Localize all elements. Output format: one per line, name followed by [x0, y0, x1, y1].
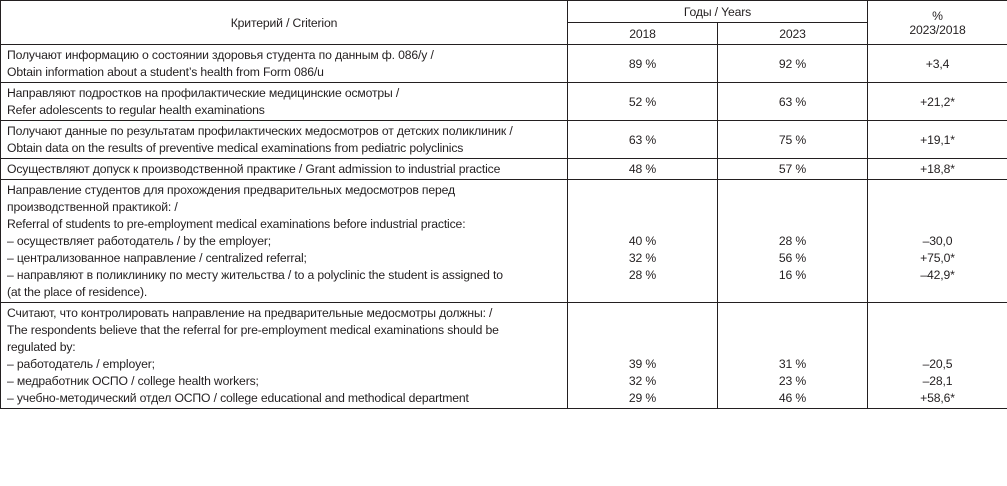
- table-row: [1, 121, 1007, 159]
- header-percent-symbol: %: [932, 8, 943, 23]
- value-2018: 52 %: [568, 83, 718, 121]
- value-2023: 31 %: [778, 357, 807, 371]
- table-row-responsibility: [1, 303, 1007, 409]
- list-item: – медработник ОСПО / college health workers;: [7, 374, 259, 388]
- value-2023: 92 %: [718, 45, 868, 83]
- value-2018: 89 %: [568, 45, 718, 83]
- value-2023: 57 %: [718, 159, 868, 180]
- value-2023: 23 %: [778, 374, 807, 388]
- header-percent: [868, 1, 1007, 45]
- criterion-cell: [1, 121, 568, 159]
- value-2023-column: [718, 180, 868, 303]
- value-percent: +21,2*: [868, 83, 1007, 121]
- value-2023-column: [718, 303, 868, 409]
- value-2018: 39 %: [628, 357, 657, 371]
- value-2018: 29 %: [628, 391, 657, 405]
- criterion-cell: [1, 159, 568, 180]
- criterion-text: Refer adolescents to regular health examinations: [7, 103, 265, 117]
- criterion-cell: [1, 45, 568, 83]
- table-row: [1, 83, 1007, 121]
- list-item: – осуществляет работодатель / by the employer;: [7, 234, 271, 248]
- value-2018: 28 %: [628, 268, 657, 282]
- value-percent: –30,0: [922, 234, 953, 248]
- value-2023: 28 %: [778, 234, 807, 248]
- criterion-text: Считают, что контролировать направление на предварительные медосмотры должны: /: [7, 306, 493, 320]
- list-item: – направляют в поликлинику по месту жительства / to a polyclinic the student is assigned to: [7, 268, 503, 282]
- criterion-text: Obtain information about a student’s health from Form 086/u: [7, 65, 324, 79]
- value-percent: –20,5: [922, 357, 953, 371]
- header-year-2018: 2018: [568, 23, 718, 45]
- criterion-text: The respondents believe that the referral for pre-employment medical examinations should be: [7, 323, 499, 337]
- value-percent: +3,4: [868, 45, 1007, 83]
- value-2023: 16 %: [778, 268, 807, 282]
- header-percent-ratio: 2023/2018: [909, 22, 966, 37]
- header-criterion: Критерий / Criterion: [1, 1, 568, 45]
- header-years: Годы / Years: [568, 1, 868, 23]
- table-row: [1, 45, 1007, 83]
- value-percent: +58,6*: [920, 391, 955, 405]
- value-2023: 75 %: [718, 121, 868, 159]
- criterion-text: Получают данные по результатам профилактических медосмотров от детских поликлиник /: [7, 124, 513, 138]
- list-item: – централизованное направление / centralized referral;: [7, 251, 307, 265]
- criterion-text: Осуществляют допуск к производственной практике / Grant admission to industrial practice: [7, 162, 501, 176]
- value-percent-column: [868, 303, 1007, 409]
- criterion-text: Получают информацию о состоянии здоровья студента по данным ф. 086/у /: [7, 48, 434, 62]
- value-2018: 63 %: [568, 121, 718, 159]
- criterion-cell: [1, 83, 568, 121]
- value-2023: 63 %: [718, 83, 868, 121]
- value-2023: 56 %: [778, 251, 807, 265]
- criterion-text: Referral of students to pre-employment medical examinations before industrial practice:: [7, 217, 466, 231]
- criterion-cell: [1, 303, 568, 409]
- value-2018-column: [568, 303, 718, 409]
- header-row: [1, 1, 1007, 23]
- value-percent: +18,8*: [868, 159, 1007, 180]
- value-2018: 32 %: [628, 251, 657, 265]
- list-item: – учебно-методический отдел ОСПО / college educational and methodical department: [7, 391, 469, 405]
- value-2018: 40 %: [628, 234, 657, 248]
- list-item-continuation: (at the place of residence).: [7, 285, 148, 299]
- value-percent: –28,1: [922, 374, 953, 388]
- value-2018-column: [568, 180, 718, 303]
- list-item: – работодатель / employer;: [7, 357, 155, 371]
- table-row-referral: [1, 180, 1007, 303]
- value-percent: +19,1*: [868, 121, 1007, 159]
- value-2018: 32 %: [628, 374, 657, 388]
- value-percent: –42,9*: [920, 268, 955, 282]
- value-percent-column: [868, 180, 1007, 303]
- value-2023: 46 %: [778, 391, 807, 405]
- criterion-cell: [1, 180, 568, 303]
- criterion-text: Obtain data on the results of preventive medical examinations from pediatric polyclinics: [7, 141, 464, 155]
- criterion-text: Направляют подростков на профилактические медицинские осмотры /: [7, 86, 400, 100]
- criterion-text: производственной практикой: /: [7, 200, 178, 214]
- value-2018: 48 %: [568, 159, 718, 180]
- table-row: [1, 159, 1007, 180]
- criterion-text: regulated by:: [7, 340, 76, 354]
- value-percent: +75,0*: [920, 251, 955, 265]
- header-year-2023: 2023: [718, 23, 868, 45]
- criterion-text: Направление студентов для прохождения предварительных медосмотров перед: [7, 183, 455, 197]
